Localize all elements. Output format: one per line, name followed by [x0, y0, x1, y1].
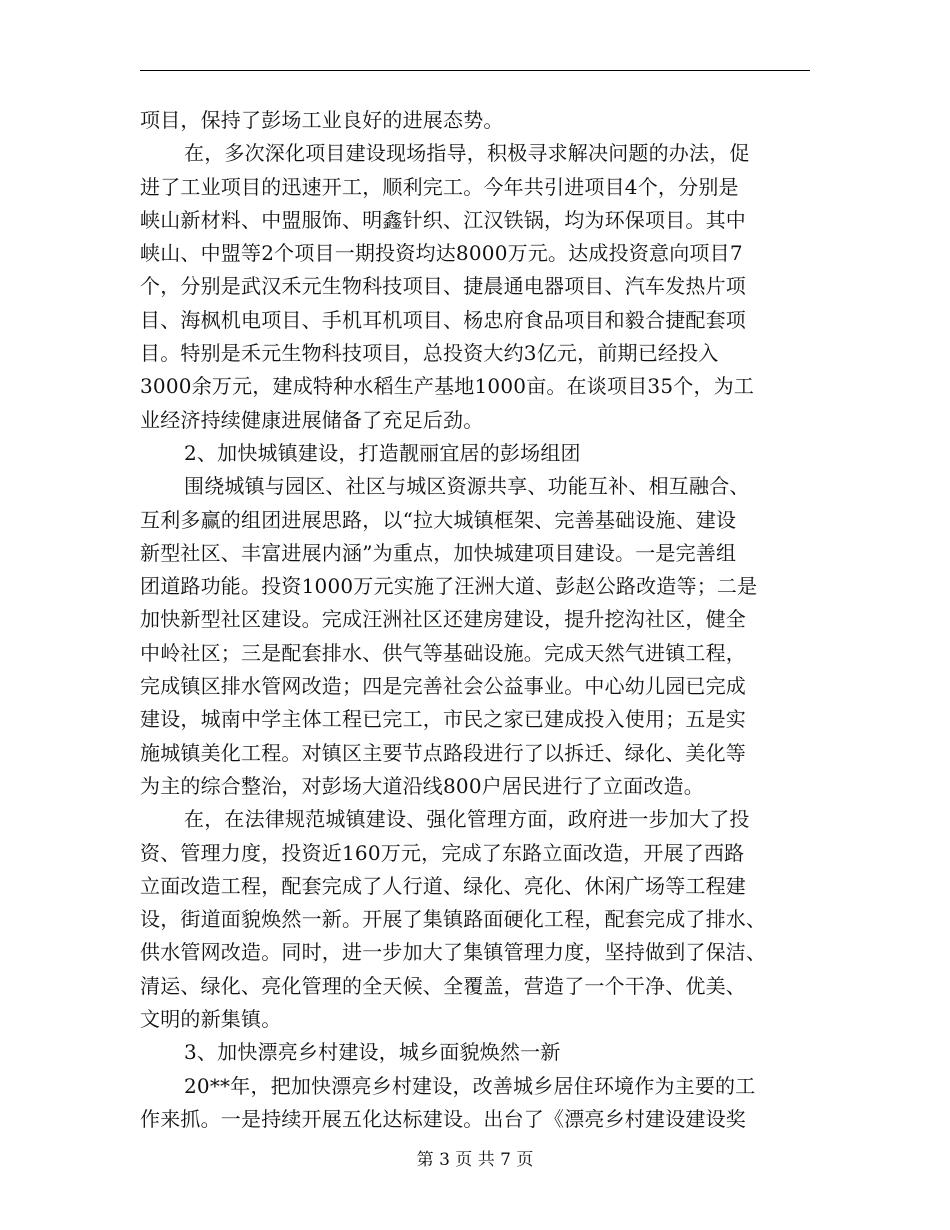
text-line: 在，在法律规范城镇建设、强化管理方面，政府进一步加大了投 [184, 807, 750, 832]
text-line: 作来抓。一是持续开展五化达标建设。出台了《漂亮乡村建设建设奖 [140, 1106, 746, 1131]
text-line: 新型社区、丰富进展内涵”为重点，加快城建项目建设。一是完善组 [140, 540, 737, 565]
text-line: 施城镇美化工程。对镇区主要节点路段进行了以拆迁、绿化、美化等 [140, 740, 746, 765]
header-rule [140, 70, 810, 71]
text-line: 业经济持续健康进展储备了充足后劲。 [140, 407, 484, 432]
text-line: 围绕城镇与园区、社区与城区资源共享、功能互补、相互融合、 [184, 474, 750, 499]
text-line: 文明的新集镇。 [140, 1007, 282, 1032]
text-line: 团道路功能。投资1000万元实施了汪洲大道、彭赵公路改造等；二是 [140, 574, 758, 599]
section-heading: 2、加快城镇建设，打造靓丽宜居的彭场组团 [184, 440, 581, 465]
text-line: 在，多次深化项目建设现场指导，积极寻求解决问题的办法，促 [184, 141, 750, 166]
section-heading: 3、加快漂亮乡村建设，城乡面貌焕然一新 [184, 1040, 561, 1065]
text-line: 峡山、中盟等2个项目一期投资均达8000万元。达成投资意向项目7 [140, 241, 743, 266]
text-line: 3000余万元，建成特种水稻生产基地1000亩。在谈项目35个，为工 [140, 374, 755, 399]
text-line: 目。特别是禾元生物科技项目，总投资大约3亿元，前期已经投入 [140, 341, 719, 366]
text-line: 进了工业项目的迅速开工，顺利完工。今年共引进项目4个，分别是 [140, 174, 739, 199]
text-line: 中岭社区；三是配套排水、供气等基础设施。完成天然气进镇工程， [140, 640, 746, 665]
body-text [140, 104, 810, 1136]
text-line: 互利多赢的组团进展思路，以“拉大城镇框架、完善基础设施、建设 [140, 507, 737, 532]
text-line: 20**年，把加快漂亮乡村建设，改善城乡居住环境作为主要的工 [184, 1073, 756, 1098]
text-line: 供水管网改造。同时，进一步加大了集镇管理力度，坚持做到了保洁、 [140, 940, 767, 965]
text-line: 加快新型社区建设。完成汪洲社区还建房建设，提升挖沟社区，健全 [140, 607, 746, 632]
text-line: 为主的综合整治，对彭场大道沿线800户居民进行了立面改造。 [140, 773, 704, 798]
text-line: 个，分别是武汉禾元生物科技项目、捷晨通电器项目、汽车发热片项 [140, 274, 746, 299]
text-line: 完成镇区排水管网改造；四是完善社会公益事业。中心幼儿园已完成 [140, 674, 746, 699]
text-line: 立面改造工程，配套完成了人行道、绿化、亮化、休闲广场等工程建 [140, 873, 746, 898]
text-line: 项目，保持了彭场工业良好的进展态势。 [140, 108, 504, 132]
page-footer: 第 3 页 共 7 页 [416, 1150, 534, 1170]
text-line: 建设，城南中学主体工程已完工，市民之家已建成投入使用；五是实 [140, 707, 746, 732]
text-line: 峡山新材料、中盟服饰、明鑫针织、江汉铁锅，均为环保项目。其中 [140, 207, 746, 232]
text-line: 设，街道面貌焕然一新。开展了集镇路面硬化工程，配套完成了排水、 [140, 907, 767, 932]
text-line: 清运、绿化、亮化管理的全天候、全覆盖，营造了一个干净、优美、 [140, 973, 746, 998]
text-line: 目、海枫机电项目、手机耳机项目、杨忠府食品项目和毅合捷配套项 [140, 307, 746, 332]
text-line: 资、管理力度，投资近160万元，完成了东路立面改造，开展了西路 [140, 840, 745, 865]
